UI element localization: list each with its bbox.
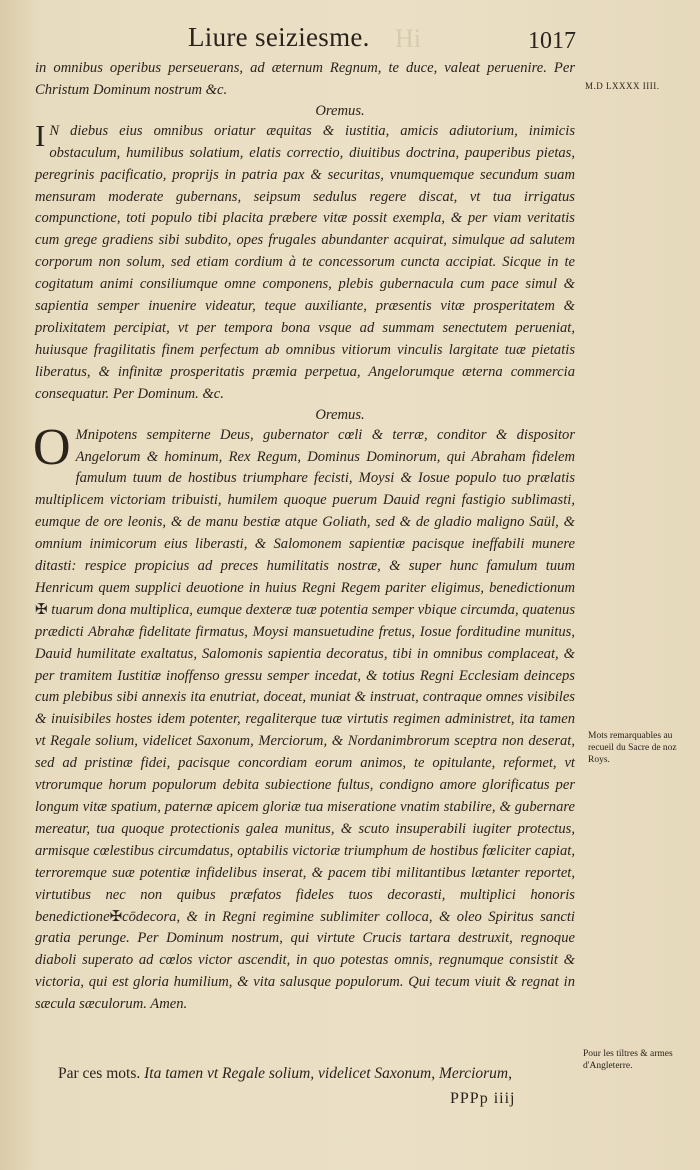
- commentary-line: [58, 1065, 578, 1083]
- heading-oremus-1: Oremus.: [315, 102, 365, 119]
- page-header: [0, 22, 700, 56]
- prayer-paragraph-1: [35, 117, 575, 406]
- margin-note-tiltres: Pour les tiltres & armes d'Angleterre.: [583, 1049, 673, 1071]
- quoted-phrase: Ita tamen vt Regale solium, videlicet Saxonum, Merciorum,: [144, 1065, 512, 1082]
- opening-lines: in omnibus operibus perseuerans, ad æternum Regnum, te duce, valeat peruenire. Per Christum Dominum nostrum &c.: [35, 60, 575, 98]
- prayer-paragraph-2: [33, 418, 575, 1016]
- running-title: Liure seiziesme.: [188, 22, 370, 52]
- drop-cap-o: O: [33, 418, 71, 476]
- margin-note-sacre: Mots remarquables au recueil du Sacre de noz Roys.: [588, 731, 677, 765]
- margin-note-date: M.D LXXXX IIII.: [585, 81, 660, 91]
- page-number: 1017: [528, 28, 576, 54]
- prayer-2-text-c: cōdecora, & in Regni regimine sublimiter colloca, & oleo Spiritus sancti gratia perunge. Per Dominum nostrum, qui virtute Crucis tartara destruxit, regnoque diaboli superato ad cœlos victor ascendit, in quo potestas omnis, regnumque consistit & victoria, qui est gloria humilium, & vita salusque populorum. Qui tecum viuit & regnat in sæcula sæculorum. Amen.: [35, 908, 575, 1013]
- prayer-1-text: N diebus eius omnibus oriatur æquitas & iustitia, amicis adiutorium, inimicis obstaculum, humilibus solatium, elatis correctio, diuitibus doctrina, pauperibus pietas, peregrinis pacificatio, proprijs in patria pax & securitas, vnumquemque secundum suam mensuram moderate gubernans, seipsum sedulus regere discat, vt tua irrigatus compunctione, toti populo tibi placita præbere vitæ possit exempla, & per viam veritatis cum grege gradiens sibi subdito, opes frugales abundanter acquirat, simulque ad salutem corporum non solum, sed etiam cordium à te concessorum cuncta accipiat. Sicque in te cogitatum animi consiliumque omne componens, plebis gubernacula cum pace simul & sapientia semper inuenire videatur, teque auxiliante, præsentis vitæ prosperitatem & prolixitatem percipiat, vt per tempora bona vsque ad summam senectutem perueniat, huiusque fragilitatis finem perfectum ab omnibus vitiorum vinculis largitate tuæ pietatis liberatus, & infinitæ prosperitatis præmia perpetua, Angelorumque æterna commercia consequatur. Per Dominum. &c.: [35, 122, 575, 402]
- heading-oremus-2: Oremus.: [315, 406, 365, 423]
- cross-icon: ✠: [35, 601, 48, 618]
- prayer-2-text-b: tuarum dona multiplica, eumque dexteræ tuæ potentia semper vbique circumda, quatenus prædicti Abrahæ fidelitate firmatus, Moysi mansuetudine fretus, Iosue forditudine munitus, Dauid humilitate exaltatus, Salomonis sapientia decoratus, tibi in omnibus complaceat, & per tramitem Iustitiæ inoffenso gressu semper incedat, & totius Regni Ecclesiam deinceps cum plebibus sibi annexis ita enutriat, doceat, muniat & instruat, contraque omnes visibiles & inuisibiles hostes idem potenter, regaliterque tuæ virtutis regimen administret, ita tamen vt Regale solium, videlicet Saxonum, Merciorum, & Nordanimbrorum sceptra non deserat, sed ad pristinæ fidei, pacisque concordiam eorum animos, te opitulante, reformet, vt vtrorumque horum populorum debita subiectione fultus, condigno amore glorificatus per longum vitæ spatium, paternæ apicem gloriæ tua miseratione vnatim stabilire, & gubernare mereatur, tua quoque protectionis galea munitus, & scuto insuperabili iugiter protectus, armisque cœlestibus circumdatus, optabilis victoriæ triumphum de hostibus fœliciter capiat, terroremque suæ potentiæ infidelibus inserat, & pacem tibi militantibus lætanter reportet, virtutibus nec non quibus præfatos fideles tuos decorasti, multiplici honoris benedictione: [35, 601, 575, 925]
- main-text: [35, 58, 575, 1016]
- drop-cap-i: I: [35, 117, 46, 153]
- prayer-2-text-a: Mnipotens sempiterne Deus, gubernator cœli & terræ, conditor & dispositor Angelorum & hominum, Rex Regum, Dominus Dominorum, qui Abraham fidelem famulum tuum de hostibus triumphare fecisti, Moysi & Iosue populo tuo prælatis multiplicem victoriam tribuisti, humilem quoque puerum Dauid regni fastigio sublimasti, eumque de ore leonis, & de manu bestiæ atque Goliath, sed & de gladio maligno Saül, & omnium inimicorum eius liberasti, & Salomonem sapientiæ pacisque ineffabili munere ditasti: respice propicius ad preces humilitatis nostræ, & super hunc famulum tuum Henricum quem supplici deuotione in huius Regni Regem pariter eligimus, benedictionum: [35, 426, 575, 596]
- signature-mark: PPPp iiij: [450, 1090, 516, 1107]
- cross-icon: ✠: [109, 908, 123, 925]
- par-ces-mots: Par ces mots.: [58, 1065, 141, 1082]
- show-through-text: Hi: [395, 24, 421, 53]
